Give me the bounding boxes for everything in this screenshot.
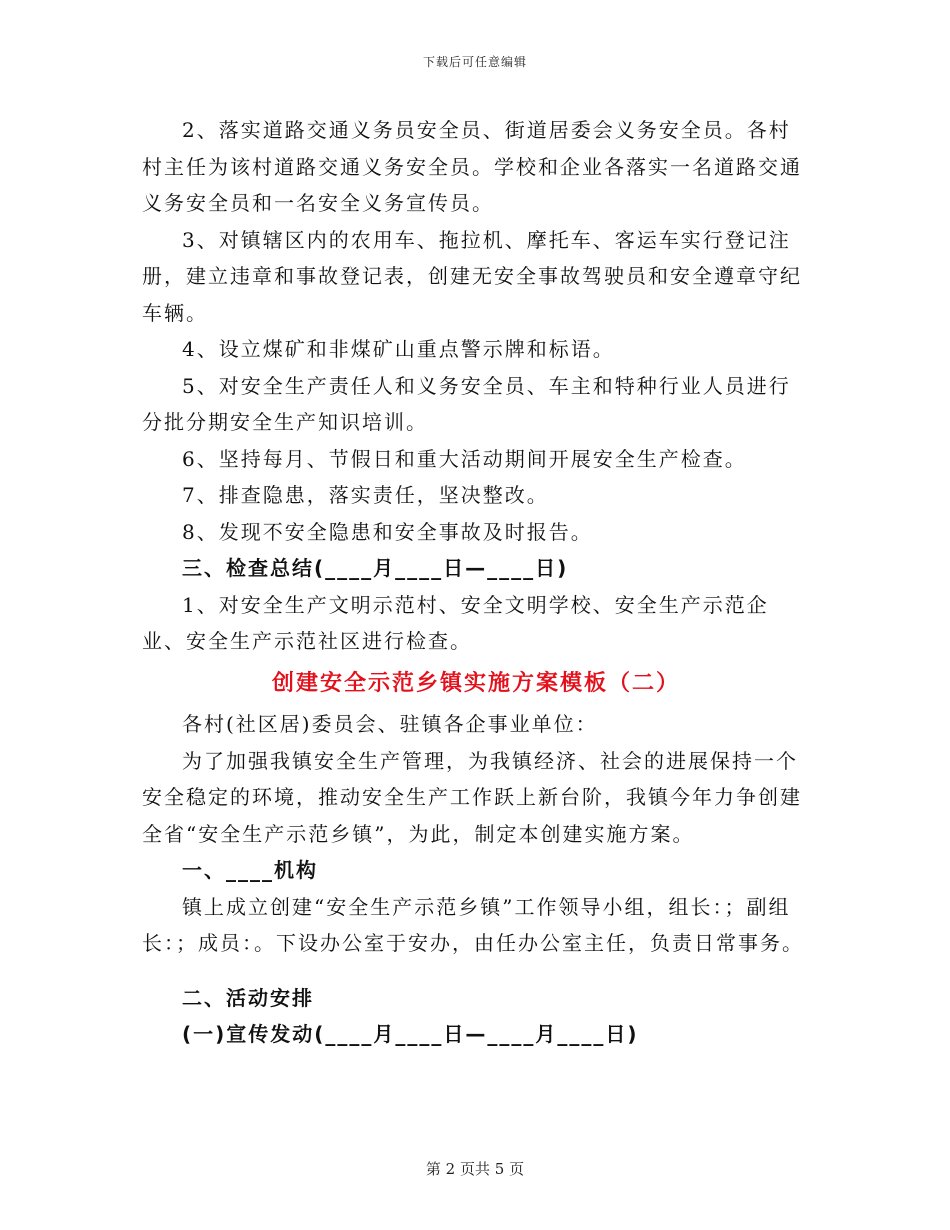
section-heading-inspection-summary: 三、检查总结(____月____日—____日) xyxy=(182,556,569,580)
paragraph-item-3: 3、对镇辖区内的农用车、拖拉机、摩托车、客运车实行登记注册，建立违章和事故登记表，创建无安全事故驾驶员和安全遵章守纪车辆。 xyxy=(142,227,802,325)
section-heading-activities: 二、活动安排 xyxy=(182,985,314,1010)
paragraph-intro: 为了加强我镇安全生产管理，为我镇经济、社会的进展保持一个安全稳定的环境，推动安全生产工作跃上新台阶，我镇今年力争创建全省“安全生产示范乡镇”，为此，制定本创建实施方案。 xyxy=(142,748,802,846)
paragraph-item-2: 2、落实道路交通义务员安全员、街道居委会义务安全员。各村村主任为该村道路交通义务安全员。学校和企业各落实一名道路交通义务安全员和一名安全义务宣传员。 xyxy=(142,118,802,215)
paragraph-item-6: 6、坚持每月、节假日和重大活动期间开展安全生产检查。 xyxy=(182,446,747,471)
page-footer: 第 2 页共 5 页 xyxy=(425,1160,525,1178)
paragraph-inspection-1: 1、对安全生产文明示范村、安全文明学校、安全生产示范企业、安全生产示范社区进行检查。 xyxy=(142,592,769,653)
paragraph-item-5: 5、对安全生产责任人和义务安全员、车主和特种行业人员进行分批分期安全生产知识培训。 xyxy=(142,373,791,434)
paragraph-item-7: 7、排查隐患，落实责任，坚决整改。 xyxy=(182,483,549,507)
spacer xyxy=(142,962,810,980)
paragraph-item-4: 4、设立煤矿和非煤矿山重点警示牌和标语。 xyxy=(182,337,615,361)
paragraph-organization: 镇上成立创建“安全生产示范乡镇”工作领导小组，组长：；副组长：；成员：。下设办公室于安办，由任办公室主任，负责日常事务。 xyxy=(142,894,804,955)
subsection-heading-publicity: (一)宣传发动(____月____日—____月____日) xyxy=(182,1022,639,1046)
section-heading-organization: 一、____机构 xyxy=(182,858,318,882)
paragraph-item-8: 8、发现不安全隐患和安全事故及时报告。 xyxy=(182,519,593,544)
document-body xyxy=(142,112,810,1053)
salutation: 各村(社区居)委员会、驻镇各企事业单位： xyxy=(182,712,598,736)
page-header: 下载后可任意编辑 xyxy=(422,55,527,69)
document-title: 创建安全示范乡镇实施方案模板（二） xyxy=(271,670,680,696)
